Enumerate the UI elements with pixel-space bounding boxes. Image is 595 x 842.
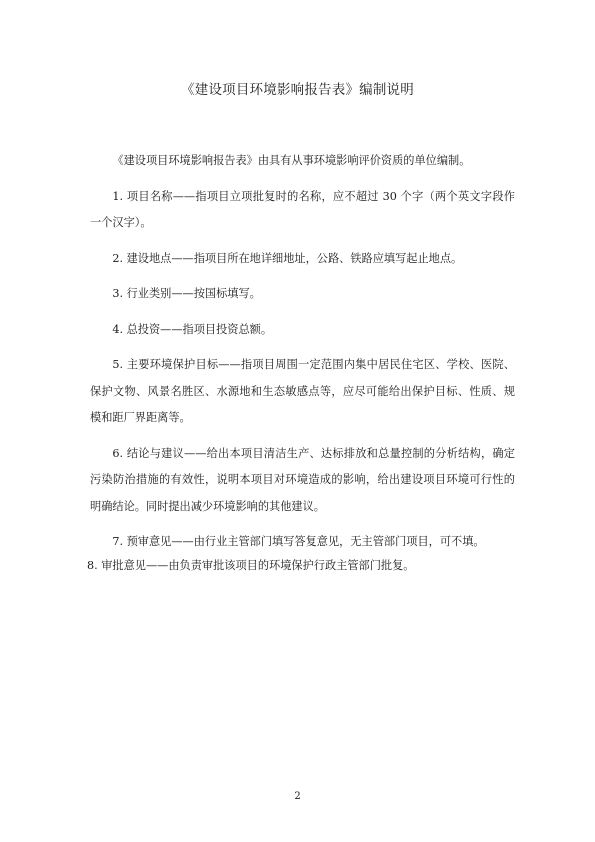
page-number: 2 <box>294 791 301 802</box>
item-construction-site: 2. 建设地点——指项目所在地详细地址，公路、铁路应填写起止地点。 <box>112 251 463 265</box>
item-pre-review: 7. 预审意见——由行业主管部门填写答复意见，无主管部门项目，可不填。 <box>112 535 485 548</box>
item-protection-targets: 5. 主要环境保护目标——指项目周围一定范围内集中居民住宅区、学校、医院、保护文物、风景名胜区、水源地和生态敏感点等，应尽可能给出保护目标、性质、规模和距厂界距离等。 <box>90 358 515 424</box>
document-title: 《建设项目环境影响报告表》编制说明 <box>181 82 414 98</box>
item-industry-category: 3. 行业类别——按国标填写。 <box>112 287 261 300</box>
item-total-investment: 4. 总投资——指项目投资总额。 <box>112 322 273 336</box>
item-conclusions: 6. 结论与建议——给出本项目清洁生产、达标排放和总量控制的分析结构，确定污染防治措施的有效性，说明本项目对环境造成的影响，给出建设项目环境可行性的明确结论。同时提出减少环境影响的其他建议。 <box>90 446 515 513</box>
intro-paragraph: 《建设项目环境影响报告表》由具有从事环境影响评价资质的单位编制。 <box>112 154 471 167</box>
document-body <box>87 148 515 576</box>
item-approval: 8. 审批意见——由负责审批该项目的环境保护行政主管部门批复。 <box>87 558 415 572</box>
item-project-name: 1. 项目名称——指项目立项批复时的名称，应不超过 30 个字（两个英文字段作一个汉字）。 <box>90 189 515 229</box>
